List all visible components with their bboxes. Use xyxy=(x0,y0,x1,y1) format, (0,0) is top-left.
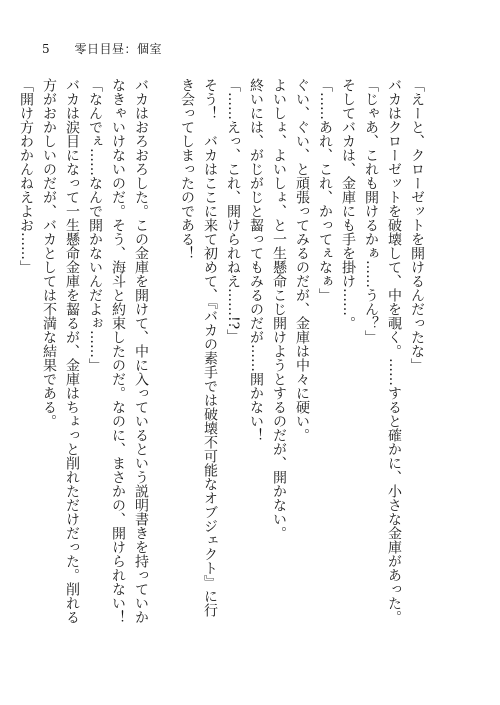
text-line: なきゃいけないのだ。そう、海斗と約束したのだ。なのに、まさかの、開けられない！ xyxy=(110,78,126,624)
running-header xyxy=(42,40,162,57)
text-line: 「なんでぇ……なんで開かないんだよぉ……」 xyxy=(87,78,103,372)
text-line: よいしょ、よいしょ、と一生懸命こじ開けようとするのだが、開かない。 xyxy=(271,78,287,540)
text-line: 「……えっ、これ、開けられねえ……!?」 xyxy=(225,78,241,344)
vertical-body-text xyxy=(14,78,428,683)
text-line: バカは涙目になって一生懸命金庫を齧るが、金庫はちょっと削れただけだった。削れる xyxy=(64,78,80,624)
text-line: 方がおかしいのだが、バカとしては不満な結果である。 xyxy=(41,78,57,428)
text-line: 「じゃあ、これも開けるかぁ……うん？」 xyxy=(363,78,379,344)
blank-line xyxy=(152,78,175,683)
page-number: 5 xyxy=(42,42,51,56)
text-line: 終いには、がじがじと齧ってもみるのだが……開かない！ xyxy=(248,78,264,442)
text-line: き会ってしまったのである！ xyxy=(179,78,195,260)
text-line: 「開け方わかんねえよお……」 xyxy=(18,78,34,274)
text-line: そう！ バカはここに来て初めて、『バカの素手では破壊不可能なオブジェクト』に行 xyxy=(202,78,218,617)
text-line: バカはクローゼットを破壊して、中を覗く。……すると確かに、小さな金庫があった。 xyxy=(386,78,402,624)
text-line: ぐい、ぐい、と頑張ってみるのだが、金庫は中々に硬い。 xyxy=(294,78,310,442)
text-line: 「えーと、クローゼットを開けるんだったな」 xyxy=(409,78,425,372)
text-line: バカはおろおろした。この金庫を開けて、中に入っているという説明書きを持っていか xyxy=(133,78,149,624)
running-title: 零日目昼：個室 xyxy=(74,42,162,56)
text-line: そしてバカは、金庫にも手を掛け……。 xyxy=(340,78,356,330)
text-line: 「……あれ、これ、かってぇなぁ」 xyxy=(317,78,333,302)
